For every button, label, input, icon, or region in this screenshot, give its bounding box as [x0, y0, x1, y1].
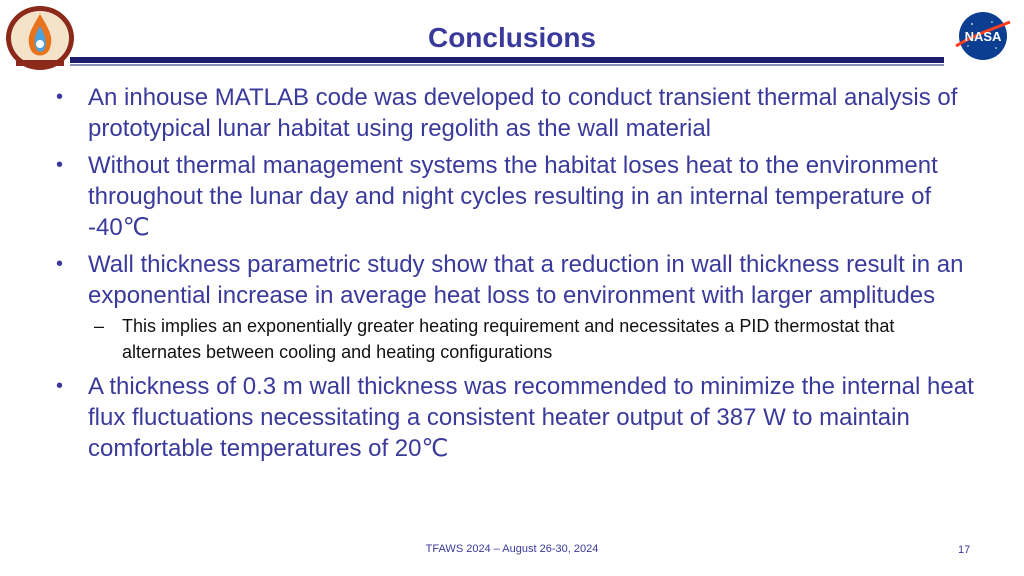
footer-text: TFAWS 2024 – August 26-30, 2024	[425, 543, 599, 555]
slide-title: Conclusions	[427, 22, 596, 53]
bullet-item	[56, 371, 976, 464]
bullet-item	[56, 249, 976, 365]
bullet-text: Wall thickness parametric study show that a reduction in wall thickness result in an exponential increase in average heat loss to environment with larger amplitudes	[88, 251, 964, 309]
title-underline	[70, 57, 944, 63]
bullet-text: An inhouse MATLAB code was developed to conduct transient thermal analysis of prototypical lunar habitat using regolith as the wall material	[88, 84, 958, 142]
sub-bullet-item: – This implies an exponentially greater heating requirement and necessitates a PID thermostat that alternates between cooling and heating configurations	[88, 313, 976, 365]
bullet-item	[56, 150, 976, 243]
bullet-list	[56, 82, 976, 470]
sub-bullet-list	[88, 313, 976, 365]
title-underline-thin	[70, 64, 944, 66]
bullet-text: A thickness of 0.3 m wall thickness was recommended to minimize the internal heat flux fluctuations necessitating a consistent heater output of 387 W to maintain comfortable temperatures of 20℃	[88, 373, 974, 462]
page-number: 17	[958, 544, 971, 556]
bullet-item	[56, 82, 976, 144]
nasa-logo-text: NASA	[964, 29, 1002, 44]
bullet-text: Without thermal management systems the habitat loses heat to the environment throughout the lunar day and night cycles resulting in an internal temperature of -40℃	[88, 152, 938, 241]
